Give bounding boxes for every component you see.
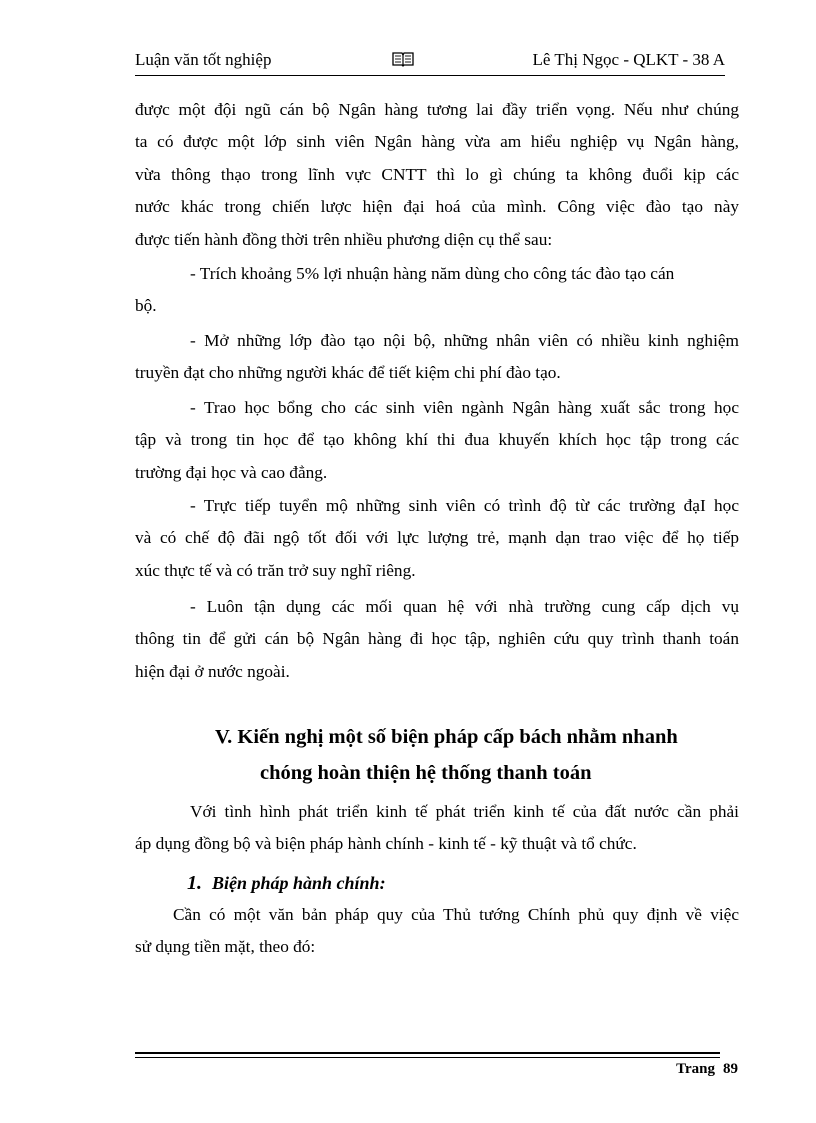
subsection-title: Biện pháp hành chính: xyxy=(212,873,386,893)
text-line: nước khác trong chiến lược hiện đại hoá của mình. Công việc đào tạo này xyxy=(135,197,739,217)
text-line: Cần có một văn bản pháp quy của Thủ tướng Chính phủ quy định về việc xyxy=(173,905,739,924)
text-line: vừa thông thạo trong lĩnh vực CNTT thì lo gì chúng ta không đuổi kịp các xyxy=(135,164,739,184)
open-book-icon xyxy=(392,51,414,67)
text-line: được một đội ngũ cán bộ Ngân hàng tương lai đầy triển vọng. Nếu như chúng xyxy=(135,100,739,119)
bullet-internal-training xyxy=(135,325,739,390)
page-number: 89 xyxy=(723,1061,738,1077)
header-thesis-label: Luận văn tốt nghiệp xyxy=(135,50,272,69)
text-line: - Trích khoảng 5% lợi nhuận hàng năm dùng cho công tác đào tạo cán xyxy=(190,264,675,283)
text-line: trường đại học và cao đẳng. xyxy=(135,462,328,482)
footer-divider xyxy=(135,1052,720,1054)
section-heading-line1: V. Kiến nghị một số biện pháp cấp bách nhằm nhanh xyxy=(215,726,678,748)
text-line: - Trực tiếp tuyển mộ những sinh viên có trình độ từ các trường đạI học xyxy=(190,496,739,515)
header-author: Lê Thị Ngọc - QLKT - 38 A xyxy=(532,50,725,69)
text-line: và có chế độ đãi ngộ tốt đối với lực lượng trẻ, mạnh dạn trao việc để họ tiếp xyxy=(135,528,739,548)
text-line: sử dụng tiền mặt, theo đó: xyxy=(135,937,316,957)
text-line: được tiến hành đồng thời trên nhiều phương diện cụ thể sau: xyxy=(135,229,553,249)
text-line: tập và trong tin học để tạo không khí thi đua khuyến khích học tập trong các xyxy=(135,430,739,450)
text-line: bộ. xyxy=(135,296,157,316)
page-label: Trang xyxy=(676,1061,715,1077)
text-line: hiện đại ở nước ngoài. xyxy=(135,661,290,681)
text-line: ta có được một lớp sinh viên Ngân hàng vừa am hiểu nghiệp vụ Ngân hàng, xyxy=(135,132,739,152)
footer-divider-thin xyxy=(135,1057,720,1058)
paragraph-regulation xyxy=(135,899,739,964)
text-line: - Mở những lớp đào tạo nội bộ, những nhân viên có nhiều kinh nghiệm xyxy=(190,331,739,350)
page-header xyxy=(135,48,725,72)
section-heading-line2: chóng hoàn thiện hệ thống thanh toán xyxy=(260,762,592,784)
subsection-number: 1. xyxy=(187,872,202,894)
text-line: - Trao học bổng cho các sinh viên ngành Ngân hàng xuất sắc trong học xyxy=(190,398,739,417)
bullet-scholarships xyxy=(135,392,739,489)
text-line: - Luôn tận dụng các mối quan hệ với nhà trường cung cấp dịch vụ xyxy=(190,597,739,616)
text-line: Với tình hình phát triển kinh tế phát triển kinh tế của đất nước cần phải xyxy=(190,802,739,821)
header-divider xyxy=(135,75,725,76)
paragraph-measures-intro xyxy=(135,796,739,861)
subsection-heading xyxy=(187,869,386,897)
bullet-recruitment xyxy=(135,490,739,587)
text-line: truyền đạt cho những người khác để tiết kiệm chi phí đào tạo. xyxy=(135,363,561,383)
text-line: xúc thực tế và có trăn trở suy nghĩ riêng. xyxy=(135,560,416,580)
text-line: áp dụng đồng bộ và biện pháp hành chính - kinh tế - kỹ thuật và tổ chức. xyxy=(135,834,637,854)
bullet-partnerships xyxy=(135,591,739,688)
bullet-profit-share xyxy=(135,258,739,323)
paragraph-training xyxy=(135,94,739,256)
text-line: thông tin để gửi cán bộ Ngân hàng đi học tập, nghiên cứu quy trình thanh toán xyxy=(135,629,739,649)
page-footer xyxy=(676,1058,738,1080)
